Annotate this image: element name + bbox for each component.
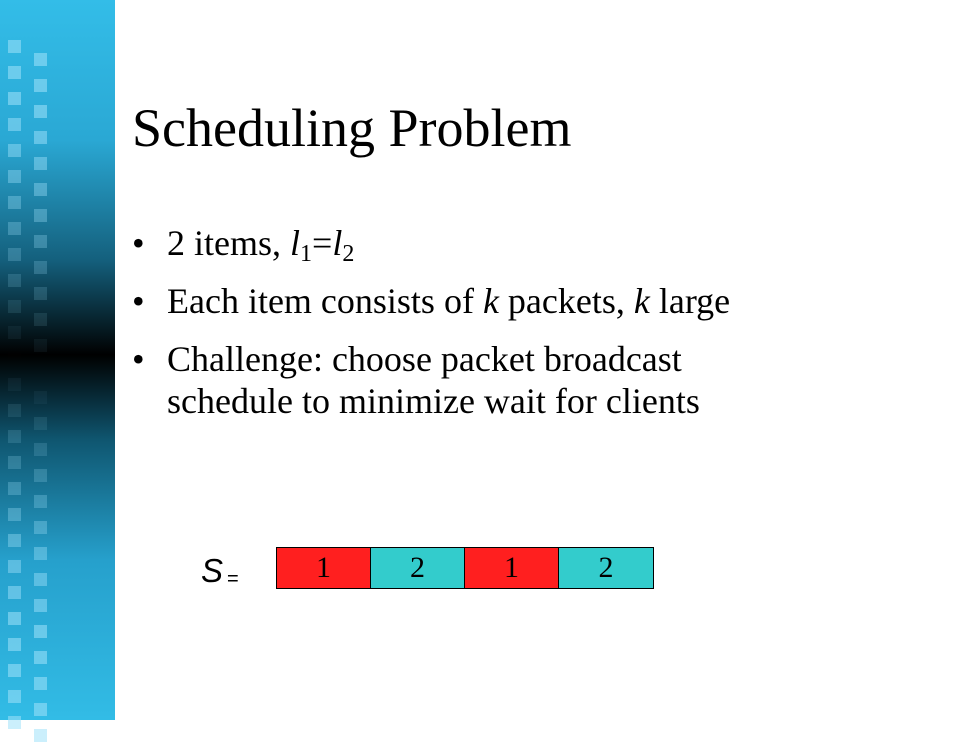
band-square: [34, 183, 47, 196]
bullet-marker: •: [132, 281, 145, 321]
band-square: [34, 495, 47, 508]
band-square: [34, 443, 47, 456]
decorative-side-band: [0, 0, 115, 720]
band-square: [8, 560, 21, 573]
schedule-cell: 1: [465, 548, 559, 588]
band-square: [34, 79, 47, 92]
band-square: [34, 547, 47, 560]
band-square: [8, 196, 21, 209]
band-square: [34, 651, 47, 664]
band-square: [8, 404, 21, 417]
band-square: [8, 482, 21, 495]
schedule-cell: 1: [277, 548, 371, 588]
bullet-marker: •: [132, 339, 145, 379]
band-square: [8, 170, 21, 183]
band-square: [8, 144, 21, 157]
band-square: [8, 664, 21, 677]
schedule-cell: 2: [371, 548, 465, 588]
band-square: [8, 222, 21, 235]
band-square: [8, 638, 21, 651]
band-square: [8, 586, 21, 599]
band-square: [34, 287, 47, 300]
band-square: [34, 157, 47, 170]
band-square: [34, 391, 47, 404]
band-square: [34, 365, 47, 378]
band-square: [8, 430, 21, 443]
band-square: [8, 66, 21, 79]
band-square: [8, 456, 21, 469]
bullet-list: [132, 222, 730, 438]
band-square: [8, 300, 21, 313]
bullet-marker: •: [132, 223, 145, 263]
band-square: [8, 274, 21, 287]
band-square: [8, 690, 21, 703]
schedule-label: S =: [201, 552, 239, 590]
band-square: [8, 118, 21, 131]
band-square: [34, 131, 47, 144]
band-square: [34, 209, 47, 222]
band-square: [34, 261, 47, 274]
bullet-packets: • Each item consists of k packets, k large: [132, 281, 731, 321]
slide-title: Scheduling Problem: [132, 98, 572, 158]
band-square: [8, 378, 21, 391]
band-square: [34, 703, 47, 716]
band-square: [34, 53, 47, 66]
band-square: [34, 599, 47, 612]
schedule-sequence: [276, 547, 654, 589]
band-square: [34, 625, 47, 638]
band-square: [34, 729, 47, 742]
band-square: [8, 40, 21, 53]
band-square: [34, 573, 47, 586]
band-square: [34, 235, 47, 248]
bullet-items-count: • 2 items, $l_1=l_2$: [132, 223, 355, 267]
band-square: [8, 716, 21, 729]
bullet-challenge: • Challenge: choose packet broadcast schedule to minimize wait for clients: [132, 339, 700, 421]
band-square: [8, 326, 21, 339]
band-square: [8, 508, 21, 521]
band-square: [34, 469, 47, 482]
band-square: [34, 521, 47, 534]
band-square: [8, 612, 21, 625]
band-square: [34, 313, 47, 326]
band-square: [8, 352, 21, 365]
band-square: [34, 677, 47, 690]
band-square: [34, 417, 47, 430]
band-square: [8, 534, 21, 547]
band-square: [8, 248, 21, 261]
band-square: [34, 105, 47, 118]
schedule-cell: 2: [559, 548, 653, 588]
band-square: [8, 92, 21, 105]
band-square: [34, 339, 47, 352]
